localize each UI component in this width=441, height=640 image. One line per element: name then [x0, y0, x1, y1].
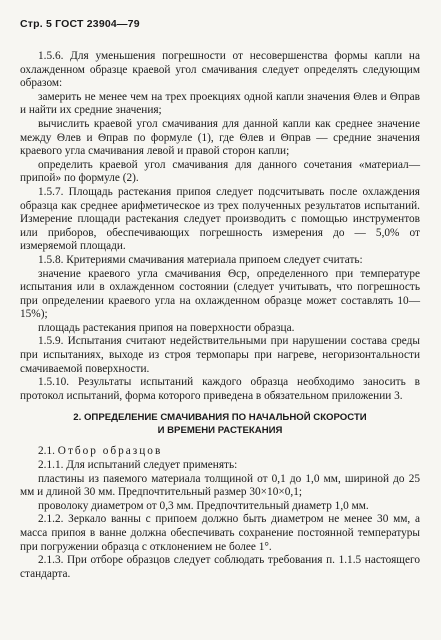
paragraph-contact-angle: значение краевого угла смачивания Θср, определенного при температуре испытания или в охлажденном состоянии (следует учитывать, что погрешность при определении краевого угла на охлажденном образце может составлять 10—15%); — [20, 267, 420, 321]
paragraph-1-5-7: 1.5.7. Площадь растекания припоя следует подсчитывать после охлаждения образца как среднее арифметическое из трех полученных результатов испытаний. Измерение площади растекания следует производить с помощью инструментов или приборов, обеспечивающих погрешность измерения до — 5,0% от измеряемой площади. — [20, 185, 420, 253]
paragraph-determine: определить краевой угол смачивания для данного сочетания «материал—припой» по формуле (2). — [20, 158, 420, 185]
paragraph-2-1-1: 2.1.1. Для испытаний следует применять: — [38, 459, 238, 472]
paragraph-2-1 — [20, 445, 420, 459]
page-header: Стр. 5 ГОСТ 23904—79 — [20, 18, 140, 30]
paragraph-plates: пластины из паяемого материала толщиной от 0,1 до 1,0 мм, шириной до 25 мм и длиной 30 мм. Предпочтительный размер 30×10×0,1; — [20, 472, 420, 499]
paragraph-1-5-10: 1.5.10. Результаты испытаний каждого образца необходимо заносить в протокол испытаний, форма которого приведена в обязательном приложении 3. — [20, 376, 420, 402]
paragraph-2-1-title: Отбор образцов — [57, 445, 163, 458]
document-body — [20, 50, 420, 581]
paragraph-measure: замерить не менее чем на трех проекциях одной капли значения Θлев и Θправ и найти их средние значения; — [20, 90, 420, 117]
paragraph-1-5-6: 1.5.6. Для уменьшения погрешности от несовершенства формы капли на охлажденном образце краевой угол смачивания следует определять следующим образом: — [20, 50, 420, 90]
paragraph-2-1-2: 2.1.2. Зеркало ванны с припоем должно быть диаметром не менее 30 мм, а масса припоя в ванне должна обеспечивать сохранение постоянной температуры при погружении образца с отклонением не более 1°. — [20, 513, 420, 553]
section-title-line-2: И ВРЕМЕНИ РАСТЕКАНИЯ — [157, 424, 283, 436]
paragraph-spread-area: площадь растекания припоя на поверхности образца. — [38, 321, 295, 334]
paragraph-1-5-8: 1.5.8. Критериями смачивания материала припоем следует считать: — [38, 253, 363, 266]
paragraph-2-1-number: 2.1. — [38, 445, 58, 458]
section-2-title — [20, 412, 420, 437]
paragraph-2-1-3: 2.1.3. При отборе образцов следует соблюдать требования п. 1.1.5 настоящего стандарта. — [20, 554, 420, 580]
section-title-line-1: 2. ОПРЕДЕЛЕНИЕ СМАЧИВАНИЯ ПО НАЧАЛЬНОЙ СКОРОСТИ — [73, 412, 367, 424]
paragraph-wire: проволоку диаметром от 0,3 мм. Предпочтительный диаметр 1,0 мм. — [38, 499, 369, 512]
paragraph-1-5-9: 1.5.9. Испытания считают недействительными при нарушении состава среды при испытаниях, выходе из строя термопары при нагреве, негоризонтальности смачиваемой поверхности. — [20, 335, 420, 375]
paragraph-calculate: вычислить краевой угол смачивания для данной капли как среднее значение между Θлев и Θправ по формуле (1), где Θлев и Θправ — средние значения краевого угла смачивания левой и правой сторон капли; — [20, 117, 420, 158]
